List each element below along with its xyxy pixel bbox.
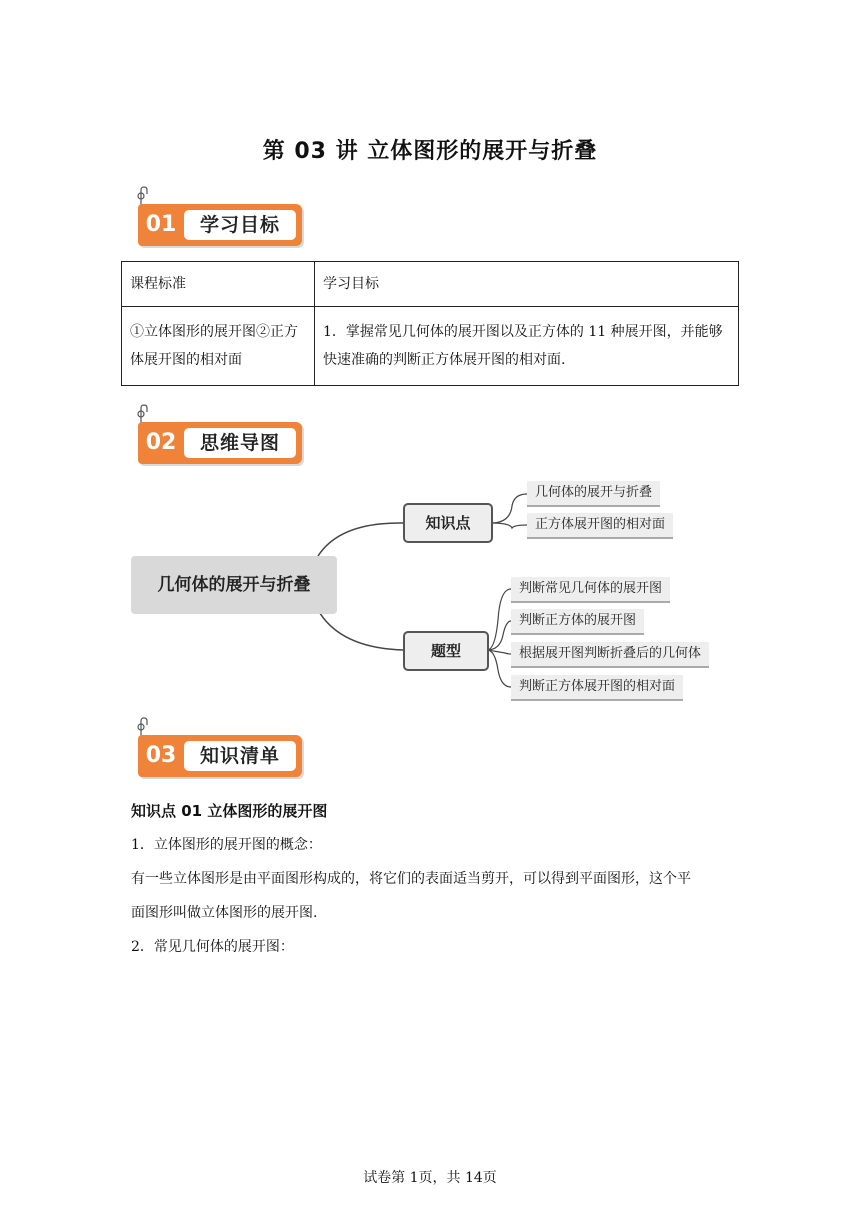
section-number: 01 [138, 204, 184, 246]
mindmap-leaf: 正方体展开图的相对面 [527, 513, 673, 539]
mindmap-leaf: 根据展开图判断折叠后的几何体 [511, 642, 709, 668]
section-badge-01 [132, 186, 322, 246]
section-label: 思维导图 [184, 428, 296, 458]
paragraph: 面图形叫做立体图形的展开图. [131, 905, 318, 921]
table-cell: ①立体图形的展开图②正方体展开图的相对面 [122, 307, 315, 386]
knowledge-heading: 知识点 01 立体图形的展开图 [131, 802, 328, 820]
section-number: 02 [138, 422, 184, 464]
mindmap-branch-types: 题型 [403, 631, 489, 671]
table-cell: 1．掌握常见几何体的展开图以及正方体的 11 种展开图，并能够快速准确的判断正方体展开图的相对面. [315, 307, 739, 386]
table-header: 学习目标 [315, 262, 739, 307]
section-label: 知识清单 [184, 741, 296, 771]
paperclip-icon [134, 186, 148, 206]
paragraph: 2．常见几何体的展开图： [131, 939, 294, 955]
mindmap-branch-knowledge: 知识点 [403, 503, 493, 543]
page-title: 第 03 讲 立体图形的展开与折叠 [262, 139, 598, 164]
paragraph: 1．立体图形的展开图的概念： [131, 837, 322, 853]
mindmap-leaf: 判断正方体展开图的相对面 [511, 675, 683, 701]
paragraph: 有一些立体图形是由平面图形构成的，将它们的表面适当剪开，可以得到平面图形，这个平 [131, 871, 691, 887]
table-header: 课程标准 [122, 262, 315, 307]
paperclip-icon [134, 404, 148, 424]
mindmap-leaf: 判断常见几何体的展开图 [511, 577, 670, 603]
mindmap-leaf: 几何体的展开与折叠 [527, 481, 660, 507]
section-badge-02 [132, 404, 322, 464]
section-label: 学习目标 [184, 210, 296, 240]
mindmap-leaf: 判断正方体的展开图 [511, 609, 644, 635]
goal-table [121, 261, 739, 386]
page-footer: 试卷第 1页，共 14页 [363, 1170, 497, 1186]
section-badge-03 [132, 717, 322, 777]
mindmap-central-node: 几何体的展开与折叠 [131, 556, 337, 614]
paperclip-icon [134, 717, 148, 737]
section-number: 03 [138, 735, 184, 777]
